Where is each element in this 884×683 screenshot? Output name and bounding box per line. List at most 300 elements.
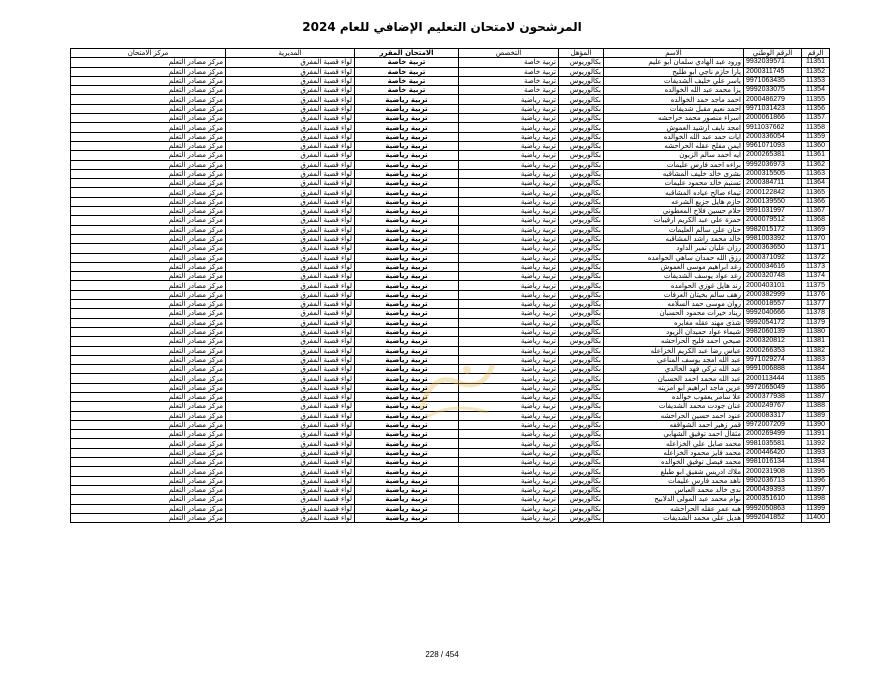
cell-national-id: 9991031997	[744, 207, 802, 216]
cell-no: 11392	[802, 439, 830, 448]
cell-exam: تربية رياضية	[355, 281, 459, 290]
cell-qualification: بكالوريوس	[559, 309, 604, 318]
cell-directorate: لواء قصبة المفرق	[226, 439, 355, 448]
cell-exam: تربية رياضية	[355, 104, 459, 113]
cell-no: 11366	[802, 197, 830, 206]
cell-directorate: لواء قصبة المفرق	[226, 365, 355, 374]
cell-qualification: بكالوريوس	[559, 495, 604, 504]
cell-exam: تربية رياضية	[355, 458, 459, 467]
cell-name: شيماء عواد حميدان الزيود	[604, 327, 744, 336]
table-row	[71, 244, 830, 253]
table-row	[71, 458, 830, 467]
table-row	[71, 114, 830, 123]
cell-specialization: تربية رياضية	[459, 95, 559, 104]
cell-name: بشرى خالد خليف المشاقبه	[604, 169, 744, 178]
cell-specialization: تربية رياضية	[459, 188, 559, 197]
cell-directorate: لواء قصبة المفرق	[226, 485, 355, 494]
cell-exam: تربية رياضية	[355, 504, 459, 513]
table-body	[71, 58, 830, 523]
cell-exam: تربية رياضية	[355, 151, 459, 160]
cell-qualification: بكالوريوس	[559, 123, 604, 132]
cell-national-id: 2000061866	[744, 114, 802, 123]
table-row	[71, 216, 830, 225]
cell-specialization: تربية خاصة	[459, 86, 559, 95]
cell-exam: تربية خاصة	[355, 58, 459, 67]
table-row	[71, 86, 830, 95]
cell-no: 11358	[802, 123, 830, 132]
table-row	[71, 104, 830, 113]
cell-no: 11388	[802, 402, 830, 411]
cell-exam: تربية رياضية	[355, 141, 459, 150]
cell-qualification: بكالوريوس	[559, 132, 604, 141]
cell-specialization: تربية رياضية	[459, 216, 559, 225]
cell-name: مثقال احمد توفيق الشهابي	[604, 430, 744, 439]
cell-exam: تربية رياضية	[355, 244, 459, 253]
cell-qualification: بكالوريوس	[559, 95, 604, 104]
cell-qualification: بكالوريوس	[559, 290, 604, 299]
cell-exam: تربية رياضية	[355, 513, 459, 522]
cell-qualification: بكالوريوس	[559, 281, 604, 290]
cell-name: رند هايل غوزي الحوامده	[604, 281, 744, 290]
cell-directorate: لواء قصبة المفرق	[226, 86, 355, 95]
cell-no: 11359	[802, 132, 830, 141]
cell-no: 11385	[802, 374, 830, 383]
cell-no: 11379	[802, 318, 830, 327]
cell-specialization: تربية رياضية	[459, 207, 559, 216]
cell-name: عنان جودت محمد الشديفات	[604, 402, 744, 411]
cell-name: تيماء صالح عياده المشاقبه	[604, 188, 744, 197]
cell-specialization: تربية رياضية	[459, 365, 559, 374]
cell-exam: تربية رياضية	[355, 467, 459, 476]
cell-no: 11376	[802, 290, 830, 299]
cell-exam-center: مركز مصادر التعلم	[71, 485, 226, 494]
cell-national-id: 9902036713	[744, 476, 802, 485]
cell-directorate: لواء قصبة المفرق	[226, 151, 355, 160]
cell-national-id: 9992036973	[744, 160, 802, 169]
cell-name: ايه احمد سالم الزيون	[604, 151, 744, 160]
cell-national-id: 2000403101	[744, 281, 802, 290]
cell-specialization: تربية رياضية	[459, 114, 559, 123]
cell-qualification: بكالوريوس	[559, 141, 604, 150]
cell-specialization: تربية رياضية	[459, 504, 559, 513]
cell-specialization: تربية خاصة	[459, 58, 559, 67]
cell-qualification: بكالوريوس	[559, 458, 604, 467]
cell-directorate: لواء قصبة المفرق	[226, 402, 355, 411]
cell-no: 11351	[802, 58, 830, 67]
cell-exam-center: مركز مصادر التعلم	[71, 309, 226, 318]
cell-name: نوام محمد عبد المولى الدلابيح	[604, 495, 744, 504]
cell-specialization: تربية رياضية	[459, 309, 559, 318]
cell-name: ايات حمد عبد الله الخوالده	[604, 132, 744, 141]
cell-name: محمد فيصل توفيق الخوالده	[604, 458, 744, 467]
cell-name: علا سامر يعقوب خوالده	[604, 392, 744, 401]
table-row	[71, 58, 830, 67]
cell-name: يزا محمد عبد الله الخوالده	[604, 86, 744, 95]
table-row	[71, 318, 830, 327]
cell-directorate: لواء قصبة المفرق	[226, 188, 355, 197]
cell-qualification: بكالوريوس	[559, 439, 604, 448]
cell-directorate: لواء قصبة المفرق	[226, 225, 355, 234]
cell-exam-center: مركز مصادر التعلم	[71, 476, 226, 485]
cell-qualification: بكالوريوس	[559, 207, 604, 216]
cell-no: 11354	[802, 86, 830, 95]
cell-name: عنود احمد حسين الحراحشه	[604, 411, 744, 420]
cell-exam: تربية رياضية	[355, 346, 459, 355]
cell-exam: تربية رياضية	[355, 448, 459, 457]
cell-no: 11400	[802, 513, 830, 522]
cell-qualification: بكالوريوس	[559, 337, 604, 346]
cell-name: عبد الله امجد يوسف المناعي	[604, 355, 744, 364]
cell-name: رغد ابراهيم موسى العموش	[604, 262, 744, 271]
cell-exam-center: مركز مصادر التعلم	[71, 141, 226, 150]
cell-national-id: 9981016134	[744, 458, 802, 467]
table-row	[71, 337, 830, 346]
cell-specialization: تربية رياضية	[459, 123, 559, 132]
cell-directorate: لواء قصبة المفرق	[226, 141, 355, 150]
cell-directorate: لواء قصبة المفرق	[226, 411, 355, 420]
cell-exam: تربية رياضية	[355, 262, 459, 271]
cell-specialization: تربية رياضية	[459, 346, 559, 355]
cell-directorate: لواء قصبة المفرق	[226, 67, 355, 76]
cell-name: رغد عواد يوسف الشديفات	[604, 272, 744, 281]
cell-exam: تربية خاصة	[355, 76, 459, 85]
cell-no: 11367	[802, 207, 830, 216]
cell-name: هبه عمر عقله الحراحشه	[604, 504, 744, 513]
cell-name: ورود عبد الهادي سلمان ابو عليم	[604, 58, 744, 67]
cell-specialization: تربية رياضية	[459, 495, 559, 504]
cell-no: 11357	[802, 114, 830, 123]
table-row	[71, 179, 830, 188]
cell-directorate: لواء قصبة المفرق	[226, 95, 355, 104]
cell-national-id: 2000486279	[744, 95, 802, 104]
cell-directorate: لواء قصبة المفرق	[226, 448, 355, 457]
cell-name: محمد صايل علي الخزاعله	[604, 439, 744, 448]
cell-directorate: لواء قصبة المفرق	[226, 430, 355, 439]
table-header-row	[71, 49, 830, 58]
cell-national-id: 2000122842	[744, 188, 802, 197]
cell-specialization: تربية رياضية	[459, 300, 559, 309]
cell-directorate: لواء قصبة المفرق	[226, 458, 355, 467]
header-specialization: التخصص	[459, 49, 559, 58]
cell-specialization: تربية رياضية	[459, 132, 559, 141]
cell-specialization: تربية رياضية	[459, 467, 559, 476]
cell-name: حمزة علي عبد الكريم ارقيبات	[604, 216, 744, 225]
cell-exam: تربية رياضية	[355, 234, 459, 243]
cell-qualification: بكالوريوس	[559, 346, 604, 355]
cell-qualification: بكالوريوس	[559, 253, 604, 262]
cell-national-id: 2000113444	[744, 374, 802, 383]
cell-exam: تربية رياضية	[355, 95, 459, 104]
cell-directorate: لواء قصبة المفرق	[226, 383, 355, 392]
cell-directorate: لواء قصبة المفرق	[226, 114, 355, 123]
cell-national-id: 2000351610	[744, 495, 802, 504]
cell-no: 11397	[802, 485, 830, 494]
table-row	[71, 439, 830, 448]
cell-no: 11387	[802, 392, 830, 401]
cell-national-id: 9992033075	[744, 86, 802, 95]
cell-exam: تربية رياضية	[355, 485, 459, 494]
cell-specialization: تربية رياضية	[459, 225, 559, 234]
cell-qualification: بكالوريوس	[559, 365, 604, 374]
cell-exam-center: مركز مصادر التعلم	[71, 58, 226, 67]
cell-directorate: لواء قصبة المفرق	[226, 179, 355, 188]
cell-national-id: 2000377938	[744, 392, 802, 401]
cell-name: ندى خالد محمد العباس	[604, 485, 744, 494]
table-row	[71, 95, 830, 104]
cell-exam-center: مركز مصادر التعلم	[71, 244, 226, 253]
cell-specialization: تربية خاصة	[459, 67, 559, 76]
cell-directorate: لواء قصبة المفرق	[226, 318, 355, 327]
cell-exam-center: مركز مصادر التعلم	[71, 179, 226, 188]
cell-national-id: 9981003392	[744, 234, 802, 243]
cell-specialization: تربية رياضية	[459, 141, 559, 150]
cell-name: عباس رضا عبد الكريم الخزاعله	[604, 346, 744, 355]
cell-specialization: تربية رياضية	[459, 197, 559, 206]
table-row	[71, 132, 830, 141]
cell-name: تسنيم خالد محمود عليمات	[604, 179, 744, 188]
cell-national-id: 2000363650	[744, 244, 802, 253]
cell-directorate: لواء قصبة المفرق	[226, 346, 355, 355]
table-row	[71, 281, 830, 290]
cell-exam: تربية رياضية	[355, 132, 459, 141]
cell-no: 11396	[802, 476, 830, 485]
cell-national-id: 9971031423	[744, 104, 802, 113]
cell-name: ناهد محمد فارس عليمات	[604, 476, 744, 485]
cell-name: احمد نعيم مقبل شديفات	[604, 104, 744, 113]
table-row	[71, 476, 830, 485]
cell-qualification: بكالوريوس	[559, 197, 604, 206]
cell-exam-center: مركز مصادر التعلم	[71, 95, 226, 104]
cell-directorate: لواء قصبة المفرق	[226, 197, 355, 206]
cell-exam-center: مركز مصادر التعلم	[71, 281, 226, 290]
cell-exam-center: مركز مصادر التعلم	[71, 513, 226, 522]
cell-no: 11365	[802, 188, 830, 197]
cell-no: 11391	[802, 430, 830, 439]
cell-qualification: بكالوريوس	[559, 160, 604, 169]
cell-exam: تربية رياضية	[355, 225, 459, 234]
cell-no: 11368	[802, 216, 830, 225]
cell-no: 11370	[802, 234, 830, 243]
cell-exam: تربية رياضية	[355, 197, 459, 206]
cell-exam-center: مركز مصادر التعلم	[71, 337, 226, 346]
cell-no: 11389	[802, 411, 830, 420]
cell-national-id: 9911037662	[744, 123, 802, 132]
cell-exam: تربية رياضية	[355, 216, 459, 225]
cell-exam-center: مركز مصادر التعلم	[71, 272, 226, 281]
cell-national-id: 9992054172	[744, 318, 802, 327]
cell-qualification: بكالوريوس	[559, 225, 604, 234]
cell-no: 11373	[802, 262, 830, 271]
cell-exam: تربية رياضية	[355, 318, 459, 327]
cell-qualification: بكالوريوس	[559, 392, 604, 401]
cell-exam-center: مركز مصادر التعلم	[71, 420, 226, 429]
cell-specialization: تربية رياضية	[459, 151, 559, 160]
cell-qualification: بكالوريوس	[559, 262, 604, 271]
cell-exam-center: مركز مصادر التعلم	[71, 262, 226, 271]
cell-exam-center: مركز مصادر التعلم	[71, 225, 226, 234]
cell-qualification: بكالوريوس	[559, 234, 604, 243]
cell-directorate: لواء قصبة المفرق	[226, 234, 355, 243]
cell-name: امجد نايف ارشيد العموش	[604, 123, 744, 132]
header-directorate: المديرية	[226, 49, 355, 58]
cell-national-id: 2000371092	[744, 253, 802, 262]
cell-qualification: بكالوريوس	[559, 76, 604, 85]
header-exam: الامتحان المقرر	[355, 49, 459, 58]
cell-exam-center: مركز مصادر التعلم	[71, 300, 226, 309]
cell-qualification: بكالوريوس	[559, 513, 604, 522]
table-row	[71, 272, 830, 281]
cell-specialization: تربية رياضية	[459, 476, 559, 485]
cell-exam-center: مركز مصادر التعلم	[71, 234, 226, 243]
cell-no: 11353	[802, 76, 830, 85]
cell-name: براءه احمد فارس عليمات	[604, 160, 744, 169]
cell-no: 11383	[802, 355, 830, 364]
cell-qualification: بكالوريوس	[559, 104, 604, 113]
cell-name: شذى مهند عقله مغايره	[604, 318, 744, 327]
cell-exam: تربية رياضية	[355, 114, 459, 123]
cell-national-id: 2000439393	[744, 485, 802, 494]
cell-name: قمر زهير احمد الشواقفه	[604, 420, 744, 429]
cell-specialization: تربية رياضية	[459, 244, 559, 253]
cell-qualification: بكالوريوس	[559, 485, 604, 494]
cell-specialization: تربية رياضية	[459, 355, 559, 364]
cell-exam: تربية رياضية	[355, 290, 459, 299]
table-row	[71, 225, 830, 234]
table-row	[71, 309, 830, 318]
cell-no: 11369	[802, 225, 830, 234]
cell-directorate: لواء قصبة المفرق	[226, 123, 355, 132]
cell-national-id: 2000446420	[744, 448, 802, 457]
cell-exam-center: مركز مصادر التعلم	[71, 355, 226, 364]
cell-specialization: تربية رياضية	[459, 234, 559, 243]
cell-directorate: لواء قصبة المفرق	[226, 420, 355, 429]
cell-exam-center: مركز مصادر التعلم	[71, 495, 226, 504]
cell-name: عبد الله تركي فهد الخالدي	[604, 365, 744, 374]
cell-directorate: لواء قصبة المفرق	[226, 104, 355, 113]
cell-name: حلام حسين فلاح المعطوني	[604, 207, 744, 216]
cell-specialization: تربية رياضية	[459, 281, 559, 290]
cell-directorate: لواء قصبة المفرق	[226, 513, 355, 522]
cell-specialization: تربية رياضية	[459, 169, 559, 178]
cell-no: 11372	[802, 253, 830, 262]
cell-national-id: 2000384711	[744, 179, 802, 188]
cell-no: 11356	[802, 104, 830, 113]
cell-exam: تربية رياضية	[355, 300, 459, 309]
cell-specialization: تربية رياضية	[459, 374, 559, 383]
table-row	[71, 76, 830, 85]
cell-specialization: تربية رياضية	[459, 179, 559, 188]
table-row	[71, 67, 830, 76]
table-row	[71, 513, 830, 522]
cell-national-id: 9982015172	[744, 225, 802, 234]
cell-exam-center: مركز مصادر التعلم	[71, 104, 226, 113]
cell-exam: تربية رياضية	[355, 123, 459, 132]
cell-directorate: لواء قصبة المفرق	[226, 290, 355, 299]
cell-qualification: بكالوريوس	[559, 58, 604, 67]
cell-qualification: بكالوريوس	[559, 169, 604, 178]
cell-qualification: بكالوريوس	[559, 504, 604, 513]
cell-exam-center: مركز مصادر التعلم	[71, 402, 226, 411]
cell-exam-center: مركز مصادر التعلم	[71, 448, 226, 457]
cell-directorate: لواء قصبة المفرق	[226, 300, 355, 309]
cell-specialization: تربية رياضية	[459, 104, 559, 113]
cell-exam-center: مركز مصادر التعلم	[71, 318, 226, 327]
cell-name: حنان علي سالم العليمات	[604, 225, 744, 234]
cell-national-id: 9991006888	[744, 365, 802, 374]
cell-national-id: 2000315505	[744, 169, 802, 178]
cell-exam-center: مركز مصادر التعلم	[71, 392, 226, 401]
cell-no: 11386	[802, 383, 830, 392]
cell-qualification: بكالوريوس	[559, 216, 604, 225]
cell-national-id: 2000249767	[744, 402, 802, 411]
cell-no: 11361	[802, 151, 830, 160]
cell-exam: تربية رياضية	[355, 327, 459, 336]
cell-no: 11362	[802, 160, 830, 169]
cell-directorate: لواء قصبة المفرق	[226, 160, 355, 169]
cell-directorate: لواء قصبة المفرق	[226, 309, 355, 318]
cell-exam: تربية رياضية	[355, 272, 459, 281]
cell-exam: تربية رياضية	[355, 188, 459, 197]
cell-qualification: بكالوريوس	[559, 327, 604, 336]
cell-exam: تربية رياضية	[355, 383, 459, 392]
cell-specialization: تربية رياضية	[459, 458, 559, 467]
cell-exam-center: مركز مصادر التعلم	[71, 123, 226, 132]
cell-specialization: تربية رياضية	[459, 392, 559, 401]
table-row	[71, 430, 830, 439]
cell-qualification: بكالوريوس	[559, 420, 604, 429]
cell-qualification: بكالوريوس	[559, 402, 604, 411]
cell-exam-center: مركز مصادر التعلم	[71, 504, 226, 513]
cell-qualification: بكالوريوس	[559, 318, 604, 327]
cell-qualification: بكالوريوس	[559, 114, 604, 123]
cell-exam: تربية رياضية	[355, 476, 459, 485]
cell-specialization: تربية رياضية	[459, 402, 559, 411]
cell-name: هديل علي محمد الشديفات	[604, 513, 744, 522]
cell-no: 11377	[802, 300, 830, 309]
page-number: 228 / 454	[425, 650, 459, 659]
cell-directorate: لواء قصبة المفرق	[226, 169, 355, 178]
table-row	[71, 197, 830, 206]
cell-national-id: 2000266353	[744, 346, 802, 355]
cell-name: ياسر علي خليف الشديفات	[604, 76, 744, 85]
cell-exam: تربية خاصة	[355, 86, 459, 95]
cell-exam: تربية رياضية	[355, 495, 459, 504]
cell-no: 11384	[802, 365, 830, 374]
table-row	[71, 327, 830, 336]
cell-specialization: تربية رياضية	[459, 448, 559, 457]
cell-directorate: لواء قصبة المفرق	[226, 504, 355, 513]
cell-directorate: لواء قصبة المفرق	[226, 76, 355, 85]
cell-directorate: لواء قصبة المفرق	[226, 476, 355, 485]
cell-name: روان موسى حمد السلامه	[604, 300, 744, 309]
cell-exam-center: مركز مصادر التعلم	[71, 467, 226, 476]
cell-national-id: 2000018557	[744, 300, 802, 309]
cell-name: يارا حازم ناجي ابو طليح	[604, 67, 744, 76]
cell-national-id: 2000320748	[744, 272, 802, 281]
cell-exam: تربية رياضية	[355, 420, 459, 429]
cell-specialization: تربية رياضية	[459, 290, 559, 299]
cell-specialization: تربية رياضية	[459, 253, 559, 262]
cell-specialization: تربية رياضية	[459, 411, 559, 420]
cell-name: محمد فايز محمود الخزاعله	[604, 448, 744, 457]
cell-directorate: لواء قصبة المفرق	[226, 58, 355, 67]
cell-national-id: 2000034616	[744, 262, 802, 271]
header-no: الرقم	[802, 49, 830, 58]
cell-name: ملاك ادريس شفيق ابو طبلع	[604, 467, 744, 476]
cell-directorate: لواء قصبة المفرق	[226, 132, 355, 141]
cell-name: رزان عليان نمير الداود	[604, 244, 744, 253]
table-row	[71, 262, 830, 271]
